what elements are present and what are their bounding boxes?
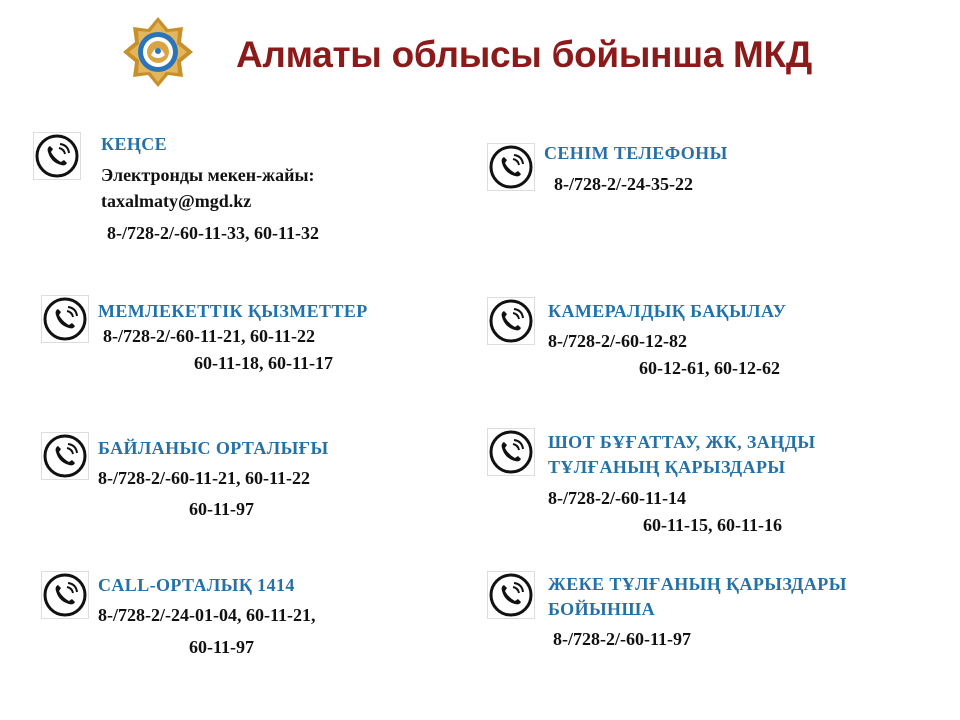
contact-phone: 8-/728-2/-60-11-14 [548, 488, 686, 508]
phone-call-icon [487, 297, 535, 345]
contact-phone: 8-/728-2/-60-11-33, 60-11-32 [107, 223, 319, 243]
contact-heading-public-services: МЕМЛЕКЕТТІК ҚЫЗМЕТТЕР [98, 301, 368, 321]
phone-call-icon [41, 295, 89, 343]
contact-heading-contact-center: БАЙЛАНЫС ОРТАЛЫҒЫ [98, 438, 329, 458]
tax-authority-emblem-icon [121, 15, 195, 89]
contact-phone: 8-/728-2/-24-01-04, 60-11-21, [98, 605, 316, 625]
phone-call-icon [33, 132, 81, 180]
phone-call-icon [41, 432, 89, 480]
contact-heading-trust-line: СЕНІМ ТЕЛЕФОНЫ [544, 143, 728, 163]
contact-phone: 60-12-61, 60-12-62 [639, 358, 780, 378]
contact-heading-individual-debts: ЖЕКЕ ТҰЛҒАНЫҢ ҚАРЫЗДАРЫ [548, 574, 847, 594]
contact-phone: 60-11-15, 60-11-16 [643, 515, 782, 535]
phone-call-icon [41, 571, 89, 619]
contact-heading-office: КЕҢСЕ [101, 134, 168, 154]
phone-call-icon [487, 428, 535, 476]
contact-heading-account-blocking-line2: ТҰЛҒАНЫҢ ҚАРЫЗДАРЫ [548, 457, 786, 477]
contact-phone: 8-/728-2/-60-11-21, 60-11-22 [98, 468, 310, 488]
contact-email-label: Электронды мекен-жайы: [101, 165, 315, 185]
contact-phone: 8-/728-2/-60-11-21, 60-11-22 [103, 326, 315, 346]
phone-call-icon [487, 571, 535, 619]
page-title: Алматы облысы бойынша МКД [236, 34, 812, 75]
contact-heading-individual-debts-line2: БОЙЫНША [548, 599, 656, 619]
contact-phone: 8-/728-2/-60-12-82 [548, 331, 687, 351]
contact-phone: 8-/728-2/-24-35-22 [554, 174, 693, 194]
phone-call-icon [487, 143, 535, 191]
contact-heading-account-blocking: ШОТ БҰҒАТТАУ, ЖК, ЗАҢДЫ [548, 432, 816, 452]
contact-heading-desk-audit: КАМЕРАЛДЫҚ БАҚЫЛАУ [548, 301, 787, 321]
contact-phone: 60-11-97 [189, 499, 254, 519]
contact-phone: 60-11-18, 60-11-17 [194, 353, 333, 373]
contact-heading-call-center: CALL-ОРТАЛЫҚ 1414 [98, 575, 295, 595]
contact-phone: 8-/728-2/-60-11-97 [553, 629, 691, 649]
contact-email[interactable]: taxalmaty@mgd.kz [101, 191, 252, 211]
contact-phone: 60-11-97 [189, 637, 254, 657]
